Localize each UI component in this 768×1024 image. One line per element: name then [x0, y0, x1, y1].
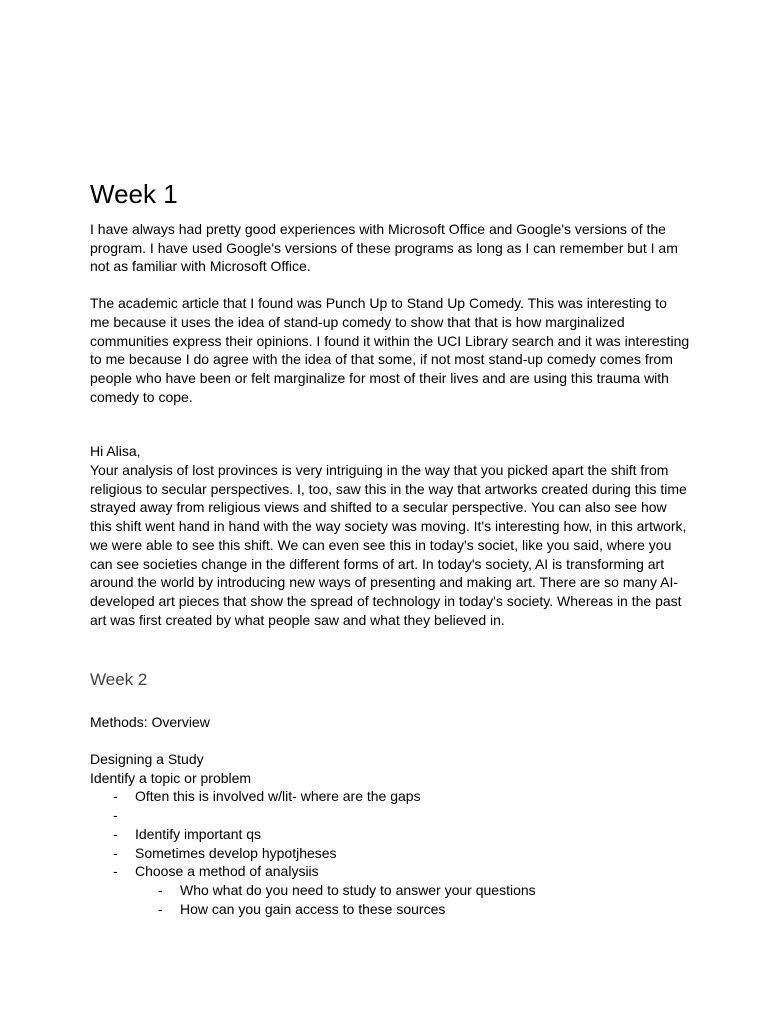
week1-paragraph-2: The academic article that I found was Punch Up to Stand Up Comedy. This was interesting to me because it uses the idea of stand-up comedy to show that that is how marginalized communities express their opinions. I found it within the UCI Library search and it was interesting to me because I do agree with the idea of that some, if not most stand-up comedy comes from people who have been or felt marginalize for most of their lives and are using this trauma with comedy to cope. — [90, 295, 690, 405]
identify-topic: Identify a topic or problem — [90, 769, 252, 786]
sub-list-item — [90, 900, 690, 919]
bullet-dash: - — [158, 900, 163, 917]
bullet-dash: - — [113, 844, 118, 861]
list-item-text: Identify important qs — [135, 825, 262, 842]
bullet-dash: - — [113, 825, 118, 842]
bullet-dash: - — [113, 788, 118, 805]
document-body — [90, 178, 690, 918]
list-item-text: Choose a method of analysiis — [135, 863, 319, 880]
list-item — [90, 787, 690, 806]
bullet-dash: - — [113, 807, 118, 824]
week1-paragraph-1: I have always had pretty good experiences with Microsoft Office and Google's versions of the program. I have used Google's versions of these programs as long as I can remember but I am not as familiar with Microsoft Office. — [90, 221, 678, 275]
week1-heading: Week 1 — [90, 179, 178, 209]
reply-greeting: Hi Alisa, — [90, 443, 141, 460]
designing-study: Designing a Study — [90, 751, 204, 768]
sub-list-item — [90, 881, 690, 900]
list-item-text: Often this is involved w/lit- where are the gaps — [135, 788, 421, 805]
list-item — [90, 844, 690, 863]
week2-heading: Week 2 — [90, 670, 148, 690]
reply-paragraph: Your analysis of lost provinces is very intriguing in the way that you picked apart the shift from religious to secular perspectives. I, too, saw this in the way that artworks created during this time strayed away from religious views and shifted to a secular perspective. You can also see how this shift went hand in hand with the way society was moving. It's interesting how, in this artwork, we were able to see this shift. We can even see this in today's societ, like you said, where you can see societies change in the different forms of art. In today's society, AI is transforming art around the world by introducing new ways of presenting and making art. There are so many AI-developed art pieces that show the spread of technology in today's society. Whereas in the past art was first created by what people saw and what they believed in. — [90, 462, 687, 628]
methods-overview: Methods: Overview — [90, 714, 210, 731]
sub-list-item-text: How can you gain access to these sources — [180, 900, 446, 917]
list-item — [90, 825, 690, 844]
list-item — [90, 862, 690, 881]
list-item — [90, 806, 690, 825]
bullet-dash: - — [158, 881, 163, 898]
list-item-text: Sometimes develop hypotjheses — [135, 844, 337, 861]
bullet-dash: - — [113, 863, 118, 880]
sub-list-item-text: Who what do you need to study to answer your questions — [180, 881, 536, 898]
